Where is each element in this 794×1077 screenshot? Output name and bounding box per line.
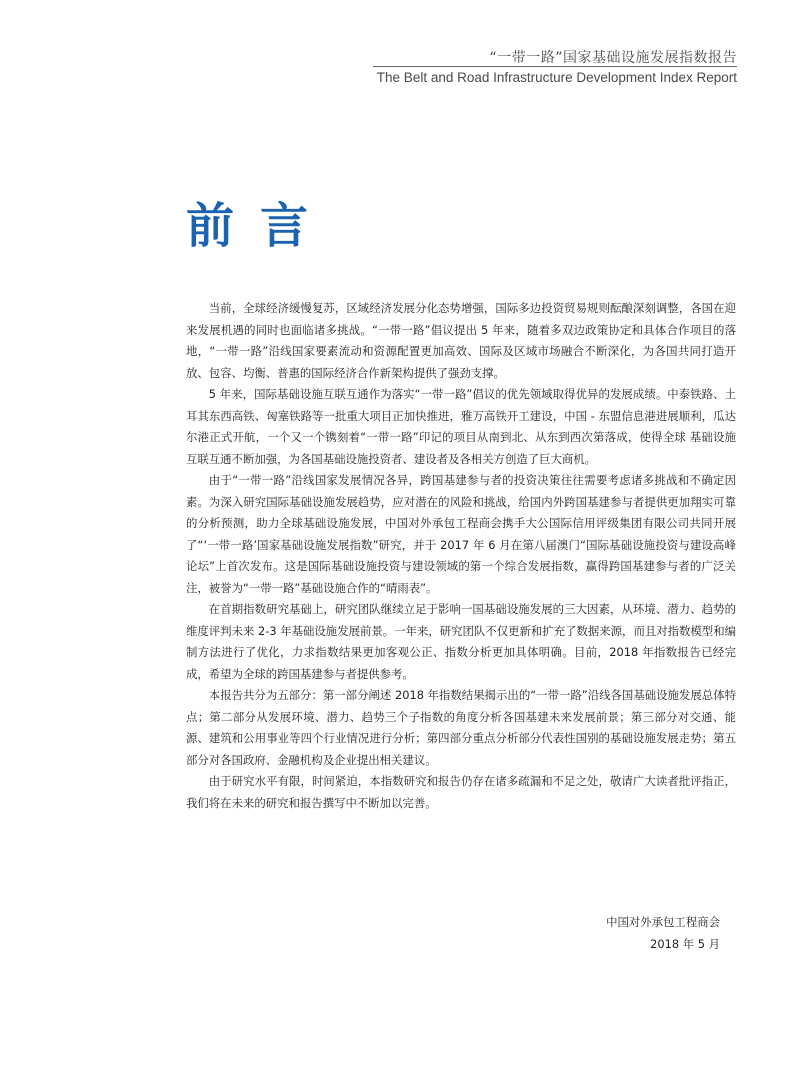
paragraph-5: 本报告共分为五部分：第一部分阐述 2018 年指数结果揭示出的“一带一路”沿线各国基础设施发展总体特点；第二部分从发展环境、潜力、趋势三个子指数的角度分析各国基建未来发展前景；第三部分对交通、能源、建筑和公用事业等四个行业情况进行分析；第四部分重点分析部分代表性国别的基础设施发展走势；第五部分对各国政府、金融机构及企业提出相关建议。 [186,688,736,767]
paragraph-6: 由于研究水平有限，时间紧迫，本指数研究和报告仍存在诸多疏漏和不足之处，敬请广大读者批评指正，我们将在未来的研究和报告撰写中不断加以完善。 [186,774,736,810]
paragraph-4: 在首期指数研究基础上，研究团队继续立足于影响一国基础设施发展的三大因素，从环境、潜力、趋势的维度评判未来 2-3 年基础设施发展前景。一年来，研究团队不仅更新和扩充了数据来源，而且对指数模型和编制方法进行了优化，力求指数结果更加客观公正、指数分析更加具体明确。目前，2018 年指数报告已经完成，希望为全球的跨国基建参与者提供参考。 [186,602,736,681]
signature-organization: 中国对外承包工程商会 [606,915,720,929]
paragraph-3: 由于“一带一路”沿线国家发展情况各异，跨国基建参与者的投资决策往往需要考虑诸多挑战和不确定因素。为深入研究国际基础设施发展趋势，应对潜在的风险和挑战，给国内外跨国基建参与者提供更加翔实可靠的分析预测，助力全球基础设施发展，中国对外承包工程商会携手大公国际信用评级集团有限公司共同开展了“‘一带一路’国家基础设施发展指数”研究，并于 2017 年 6 月在第八届澳门“国际基础设施投资与建设高峰论坛”上首次发布。这是国际基础设施投资与建设领域的第一个综合发展指数，赢得跨国基建参与者的广泛关注，被誉为“一带一路”基础设施合作的“晴雨表”。 [186,473,736,595]
header-title-cn: “一带一路”国家基础设施发展指数报告 [489,50,737,66]
signature-date: 2018 年 5 月 [650,937,720,951]
paragraph-2: 5 年来，国际基础设施互联互通作为落实“一带一路”倡议的优先领域取得优异的发展成绩。中泰铁路、土耳其东西高铁、匈塞铁路等一批重大项目正加快推进，雅万高铁开工建设，中国 - 东盟信息港进展顺利，瓜达尔港正式开航，一个又一个镌刻着“一带一路”印记的项目从南到北、从东到西次第落成，使得全球 基础设施互联互通不断加强，为各国基础设施投资者、建设者及各相关方创造了巨大商机。 [186,387,736,466]
header-divider [373,66,737,67]
paragraph-1: 当前，全球经济缓慢复苏，区域经济发展分化态势增强，国际多边投资贸易规则酝酿深刻调整，各国在迎来发展机遇的同时也面临诸多挑战。“一带一路”倡议提出 5 年来，随着多双边政策协定和具体合作项目的落地，“一带一路”沿线国家要素流动和资源配置更加高效、国际及区域市场融合不断深化，为各国共同打造开放、包容、均衡、普惠的国际经济合作新架构提供了强劲支撑。 [186,301,736,380]
body-text [186,298,736,814]
page-title: 前言 [186,198,335,254]
signature-block [606,911,720,955]
header-title-en: The Belt and Road Infrastructure Development Index Report [376,70,737,85]
